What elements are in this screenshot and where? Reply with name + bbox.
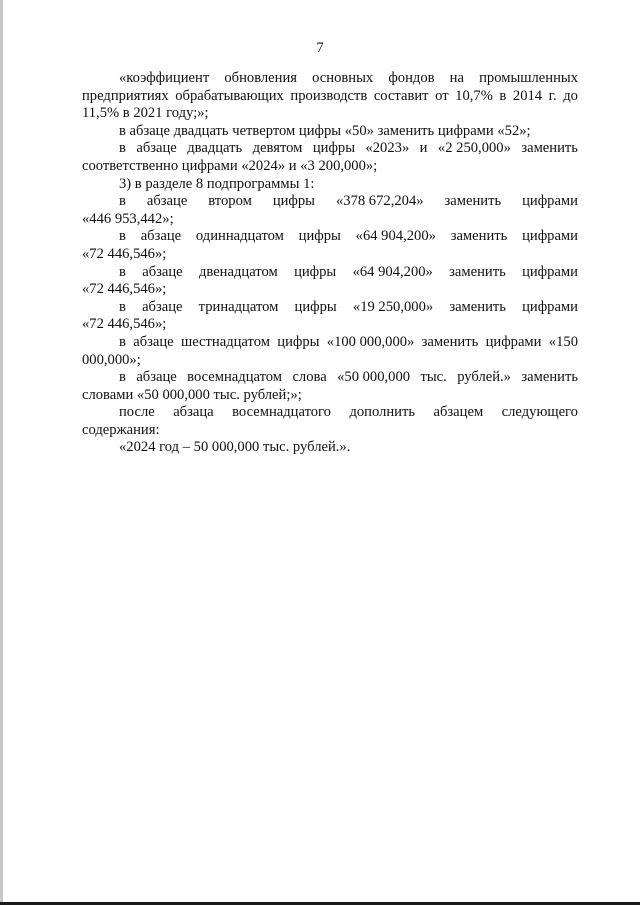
word: в xyxy=(119,369,126,386)
text-line xyxy=(82,334,578,352)
text-line: «2024 год – 50 000,000 тыс. рублей.». xyxy=(119,439,351,456)
word: абзаце xyxy=(142,263,183,280)
word: 10,7% xyxy=(455,87,493,104)
text-line xyxy=(82,70,578,88)
word: абзаце xyxy=(140,228,182,245)
word: следующего xyxy=(501,404,578,421)
word: фондов xyxy=(388,70,435,86)
word: в xyxy=(119,193,126,210)
word: 2014 xyxy=(512,87,543,104)
word: цифры xyxy=(294,298,337,315)
word: составит xyxy=(373,87,429,104)
word: заменить xyxy=(521,369,578,386)
word: одиннадцатом xyxy=(195,228,284,245)
word: абзаце xyxy=(136,140,177,157)
word: цифрами xyxy=(485,333,542,350)
word: цифрами xyxy=(522,228,578,245)
word: заменить xyxy=(449,263,506,280)
text-line: соответственно цифрами «2024» и «3 200,000»; xyxy=(82,157,378,174)
page-left-edge xyxy=(0,0,3,905)
text-line xyxy=(82,193,578,211)
word: «коэффициент xyxy=(119,70,210,86)
text-line: «72 446,546»; xyxy=(82,316,167,333)
word: заменить xyxy=(521,140,578,157)
word: «64 904,200» xyxy=(352,263,433,280)
word: в xyxy=(119,228,126,245)
word: абзаце xyxy=(146,193,188,210)
word: г. xyxy=(548,87,557,104)
word: рублей.» xyxy=(457,369,511,386)
document-body xyxy=(82,70,578,457)
word: «50 000,000 xyxy=(337,369,411,386)
word: цифры xyxy=(277,333,320,350)
word: на xyxy=(449,70,464,86)
text-line xyxy=(82,369,578,387)
page-number: 7 xyxy=(316,40,324,56)
word: в xyxy=(119,263,126,280)
word: основных xyxy=(312,70,374,86)
word: втором xyxy=(208,193,252,210)
text-line: словами «50 000,000 тыс. рублей;»; xyxy=(82,386,302,403)
word: заменить xyxy=(449,298,506,315)
word: слова xyxy=(292,369,327,386)
word: «2 250,000» xyxy=(437,140,511,157)
word: двадцать xyxy=(187,140,243,157)
word: двенадцатом xyxy=(198,263,278,280)
word: после xyxy=(119,404,155,421)
word: дополнить xyxy=(349,404,416,421)
text-line xyxy=(82,264,578,282)
word: производств xyxy=(290,87,368,104)
word: шестнадцатом xyxy=(180,333,270,350)
word: тыс. xyxy=(420,369,447,386)
word: цифрами xyxy=(522,263,578,280)
text-line xyxy=(82,140,578,158)
word: цифры xyxy=(298,228,341,245)
text-line: 3) в разделе 8 подпрограммы 1: xyxy=(119,175,315,192)
word: тринадцатом xyxy=(198,298,279,315)
word: «100 000,000» xyxy=(326,333,415,350)
word: цифрами xyxy=(522,193,578,210)
word: «64 904,200» xyxy=(355,228,436,245)
word: обрабатывающих xyxy=(175,87,284,104)
word: заменить xyxy=(450,228,508,245)
word: абзаце xyxy=(133,333,174,350)
text-line: «72 446,546»; xyxy=(82,245,167,262)
word: восемнадцатом xyxy=(187,369,283,386)
word: цифры xyxy=(272,193,315,210)
word: «150 xyxy=(548,333,578,350)
word: обновления xyxy=(224,70,297,86)
word: «378 672,204» xyxy=(335,193,424,210)
word: до xyxy=(563,87,578,104)
word: заменить xyxy=(421,333,479,350)
text-line xyxy=(82,404,578,422)
word: цифрами xyxy=(522,298,578,315)
word: в xyxy=(119,298,126,315)
word: цифры xyxy=(312,140,356,157)
text-line xyxy=(82,228,578,246)
word: «19 250,000» xyxy=(352,298,434,315)
text-line xyxy=(82,299,578,317)
word: абзаца xyxy=(173,404,214,421)
word: промышленных xyxy=(479,70,578,86)
text-line xyxy=(82,88,578,106)
word: в xyxy=(119,333,126,350)
word: в xyxy=(119,140,126,157)
text-line: «446 953,442»; xyxy=(82,210,174,227)
word: абзаце xyxy=(136,369,177,386)
word: и xyxy=(419,140,428,157)
word: восемнадцатого xyxy=(232,404,331,421)
text-line: «72 446,546»; xyxy=(82,281,167,298)
text-line: содержания: xyxy=(82,421,160,438)
word: абзаце xyxy=(142,298,183,315)
text-line: в абзаце двадцать четвертом цифры «50» заменить цифрами «52»; xyxy=(119,122,531,139)
word: девятом xyxy=(252,140,303,157)
word: заменить xyxy=(444,193,502,210)
word: цифры xyxy=(294,263,337,280)
word: «2023» xyxy=(365,140,410,157)
word: от xyxy=(435,87,449,104)
text-line: 11,5% в 2021 году;»; xyxy=(82,105,209,122)
text-line: 000,000»; xyxy=(82,351,141,368)
word: в xyxy=(499,87,507,104)
word: абзацем xyxy=(433,404,484,421)
word: предприятиях xyxy=(82,87,169,104)
